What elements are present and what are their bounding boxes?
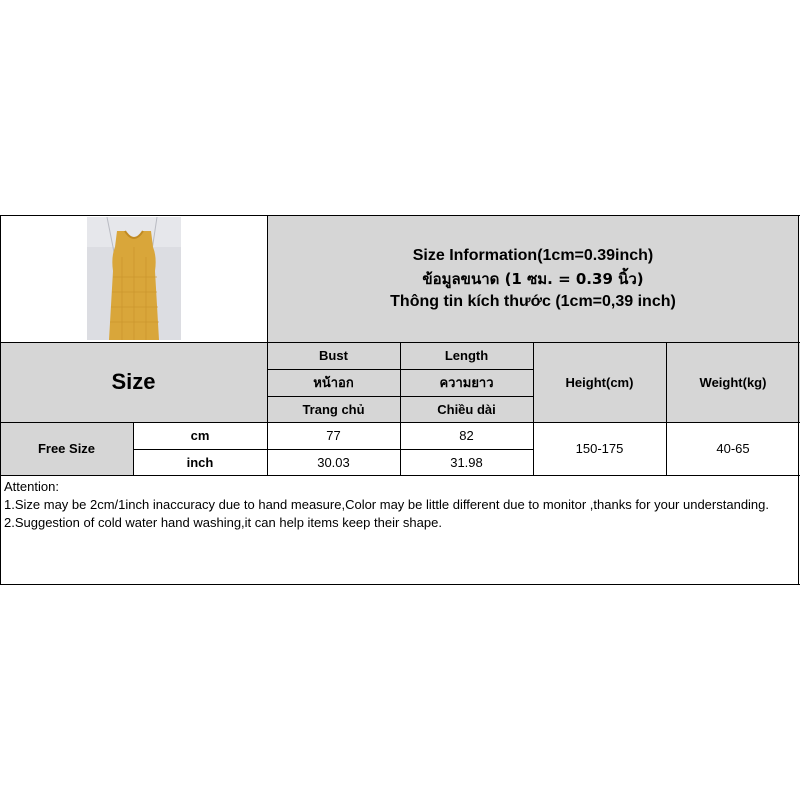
bust-cm-value: 77 [326, 428, 341, 443]
table-border-right [798, 215, 799, 585]
unit-cm: cm [190, 428, 210, 443]
table-border-bottom [0, 584, 800, 585]
divider [400, 342, 401, 475]
length-cm-value: 82 [459, 428, 474, 443]
divider [133, 449, 533, 450]
divider [533, 342, 534, 475]
divider [267, 215, 268, 475]
product-image [87, 217, 181, 340]
length-header-th: ความยาว [439, 376, 494, 391]
bust-header-th: หน้าอก [313, 376, 354, 391]
title-vietnamese: Thông tin kích thước (1cm=0,39 inch) [390, 293, 676, 310]
table-border-top [0, 215, 800, 216]
table-border-left [0, 215, 1, 585]
bust-header-en: Bust [319, 348, 348, 363]
sleeveless-knit-dress-icon [87, 217, 181, 340]
unit-inch: inch [186, 454, 214, 470]
weight-header: Weight(kg) [699, 374, 767, 390]
attention-heading: Attention: [4, 479, 59, 494]
title-thai: ข้อมูลขนาด (1 ซม. = 0.39 นิ้ว) [422, 270, 644, 288]
length-header-vi: Chiều dài [437, 401, 496, 417]
divider [133, 422, 134, 475]
divider [0, 475, 800, 476]
height-value: 150-175 [575, 441, 624, 456]
divider [666, 342, 667, 475]
weight-value: 40-65 [716, 441, 750, 456]
size-information-title [267, 216, 799, 342]
bust-inch-value: 30.03 [317, 454, 350, 470]
length-header-en: Length [444, 348, 489, 363]
length-inch-value: 31.98 [450, 454, 483, 470]
title-english: Size Information(1cm=0.39inch) [412, 247, 654, 264]
attention-note-2: 2.Suggestion of cold water hand washing,it can help items keep their shape. [4, 515, 442, 530]
attention-notes [4, 478, 796, 532]
height-header: Height(cm) [565, 374, 634, 390]
bust-header-vi: Trang chủ [302, 401, 365, 417]
attention-note-1: 1.Size may be 2cm/1inch inaccuracy due to hand measure,Color may be little different due to monitor ,thanks for your understanding. [4, 497, 770, 512]
free-size-label: Free Size [37, 441, 96, 456]
size-label: Size [111, 369, 156, 394]
